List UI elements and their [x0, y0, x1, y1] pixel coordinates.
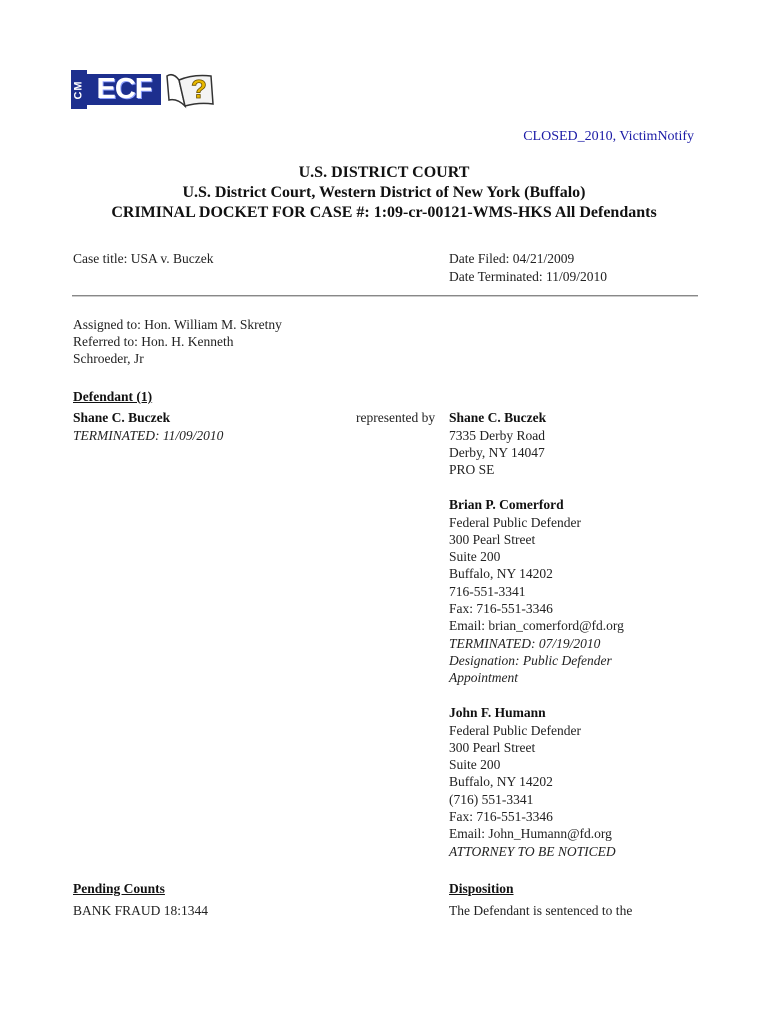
divider	[72, 295, 698, 297]
attorney-line: Federal Public Defender	[449, 515, 581, 530]
referred-judge: Referred to: Hon. H. Kenneth	[73, 334, 234, 349]
pending-count-item: BANK FRAUD 18:1344	[73, 903, 209, 918]
attorney-line: Suite 200	[449, 549, 501, 564]
assigned-judge: Assigned to: Hon. William M. Skretny	[73, 317, 282, 332]
attorney-line: 7335 Derby Road	[449, 428, 545, 443]
help-page-icon	[163, 70, 215, 110]
attorney-line: Buffalo, NY 14202	[449, 566, 553, 581]
disposition-heading: Disposition	[449, 881, 514, 896]
attorney-line: Fax: 716-551-3346	[449, 601, 553, 616]
attorney-name: Brian P. Comerford	[449, 497, 564, 512]
defendant-name: Shane C. Buczek	[73, 410, 171, 425]
attorney-line: 716-551-3341	[449, 584, 526, 599]
date-filed: Date Filed: 04/21/2009	[449, 251, 575, 266]
attorney-terminated: TERMINATED: 07/19/2010	[449, 636, 601, 651]
defendant-heading: Defendant (1)	[73, 389, 153, 404]
attorney-line: Suite 200	[449, 757, 501, 772]
defendant-terminated: TERMINATED: 11/09/2010	[73, 428, 224, 443]
attorney-line: PRO SE	[449, 462, 495, 477]
docket-title: CRIMINAL DOCKET FOR CASE #: 1:09-cr-00121-WMS-HKS All Defendants	[111, 204, 657, 221]
attorney-line: 300 Pearl Street	[449, 532, 536, 547]
attorney-notice: ATTORNEY TO BE NOTICED	[449, 844, 616, 859]
cmecf-logo	[71, 70, 215, 110]
represented-by-label: represented by	[356, 410, 436, 425]
attorney-line: 300 Pearl Street	[449, 740, 536, 755]
case-title: Case title: USA v. Buczek	[73, 251, 214, 266]
case-flags	[523, 129, 694, 145]
logo-cm-mark: CM	[71, 70, 87, 109]
attorney-name: Shane C. Buczek	[449, 410, 547, 425]
attorney-name: John F. Humann	[449, 705, 546, 720]
attorney-line: Fax: 716-551-3346	[449, 809, 553, 824]
attorney-line: Buffalo, NY 14202	[449, 774, 553, 789]
svg-text:?: ?	[191, 74, 207, 104]
disposition-item: The Defendant is sentenced to the	[449, 903, 633, 918]
court-district: U.S. District Court, Western District of New York (Buffalo)	[182, 184, 586, 201]
attorney-designation: Designation: Public Defender	[449, 653, 612, 668]
flag-separator: ,	[612, 129, 620, 144]
date-terminated: Date Terminated: 11/09/2010	[449, 269, 608, 284]
flag-victim-notify-link[interactable]: VictimNotify	[619, 129, 694, 144]
attorney-email: Email: brian_comerford@fd.org	[449, 618, 624, 633]
attorney-line: Federal Public Defender	[449, 723, 581, 738]
court-title: U.S. DISTRICT COURT	[298, 164, 470, 181]
referred-judge-cont: Schroeder, Jr	[73, 351, 144, 366]
attorney-line: (716) 551-3341	[449, 792, 534, 807]
attorney-line: Derby, NY 14047	[449, 445, 545, 460]
pending-counts-heading: Pending Counts	[73, 881, 165, 896]
logo-ecf-text: ECF	[87, 74, 161, 105]
flag-closed-link[interactable]: CLOSED_2010	[523, 129, 613, 144]
attorney-designation-cont: Appointment	[449, 670, 518, 685]
attorney-email: Email: John_Humann@fd.org	[449, 826, 612, 841]
